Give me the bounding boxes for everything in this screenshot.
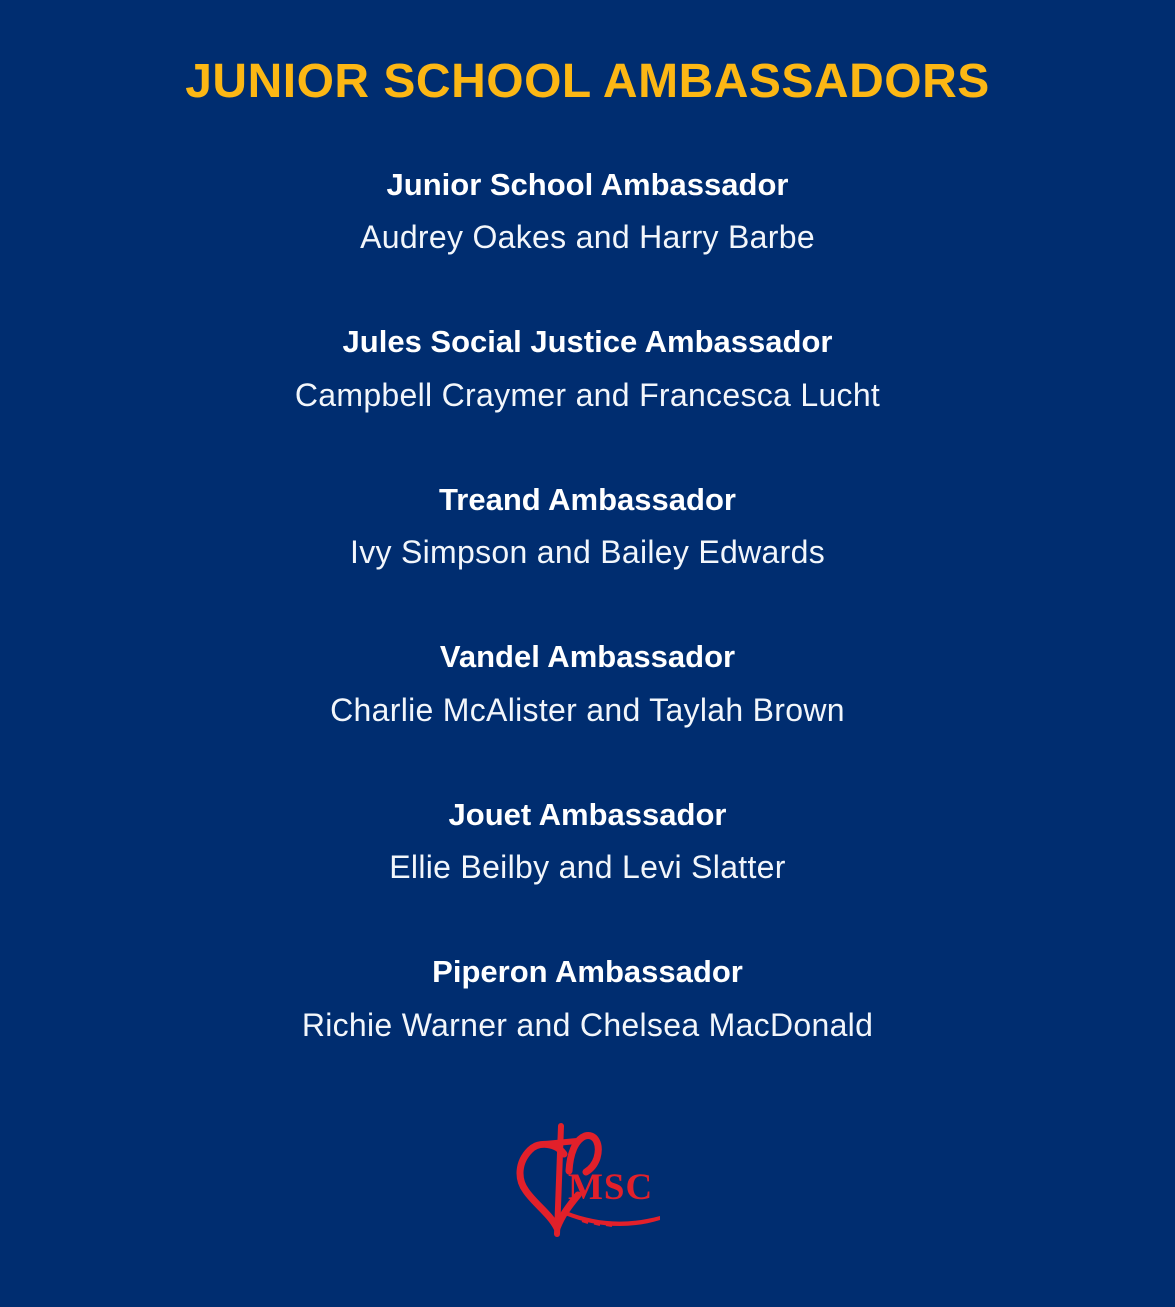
ambassador-role: Treand Ambassador [439,481,736,517]
ambassador-role: Jouet Ambassador [448,796,727,832]
ambassador-section-jules-social-justice [295,324,880,413]
sacred-heart-cross-icon [512,1121,664,1249]
msc-logo [512,1121,664,1249]
ambassador-names: Ivy Simpson and Bailey Edwards [350,534,825,571]
ambassador-role: Jules Social Justice Ambassador [342,324,833,360]
page-title: JUNIOR SCHOOL AMBASSADORS [185,55,990,108]
ambassador-list [295,167,880,1044]
ambassador-names: Charlie McAlister and Taylah Brown [330,691,845,728]
ambassador-names: Richie Warner and Chelsea MacDonald [301,1006,874,1043]
ambassador-section-jouet [295,797,880,886]
ambassador-section-junior-school [295,167,880,256]
msc-logo-text: MSC [567,1167,653,1209]
ambassador-names: Ellie Beilby and Levi Slatter [389,849,786,886]
ambassador-section-piperon [295,954,880,1043]
ambassador-role: Vandel Ambassador [439,639,736,675]
ambassador-role: Piperon Ambassador [432,953,743,989]
ambassador-names: Audrey Oakes and Harry Barbe [360,219,815,256]
ambassador-section-treand [295,482,880,571]
ambassador-section-vandel [295,639,880,728]
ambassador-role: Junior School Ambassador [386,166,789,202]
ambassador-names: Campbell Craymer and Francesca Lucht [294,376,881,413]
